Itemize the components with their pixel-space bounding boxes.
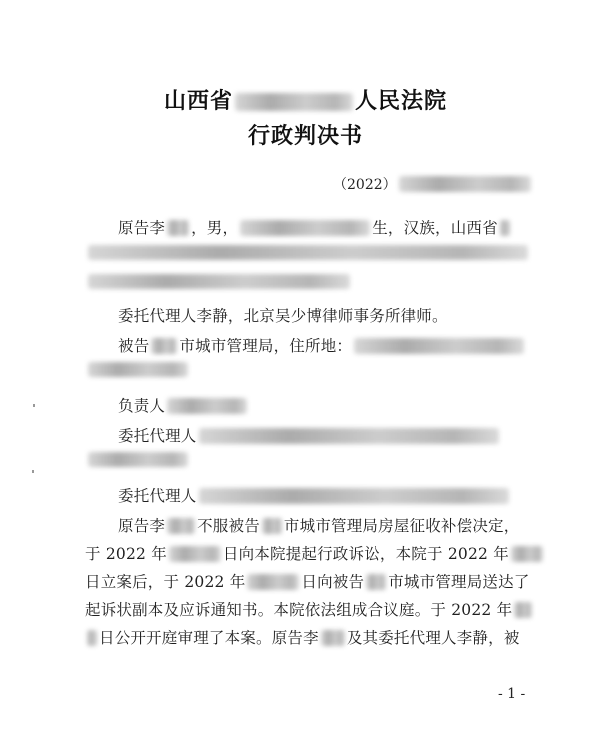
redacted-address-line <box>88 274 350 289</box>
redacted-date <box>87 630 97 646</box>
case-year: （2022） <box>333 177 397 193</box>
body-text: 起诉状副本及应诉通知书。本院依法组成合议庭。于 2022 年 <box>85 601 513 619</box>
redacted-name <box>321 630 345 646</box>
agent2-line <box>118 424 501 446</box>
body-text: 于 2022 年 <box>85 545 167 563</box>
body-text: 原告李 <box>118 517 166 535</box>
defendant-label: 被告 <box>118 337 150 355</box>
redacted-date <box>514 602 532 618</box>
redacted-city <box>366 574 386 590</box>
plaintiff-line <box>118 216 512 238</box>
redacted-city <box>151 338 177 354</box>
redacted-city <box>262 518 282 534</box>
redacted-case-number <box>399 176 531 192</box>
agent3-label: 委托代理人 <box>118 487 197 505</box>
scan-speck <box>33 404 35 407</box>
redacted-agent3 <box>199 488 509 504</box>
body-line-5 <box>85 626 520 648</box>
redacted-responsible <box>167 398 247 414</box>
scan-speck <box>32 470 34 473</box>
defendant-address-label: 市城市管理局，住所地： <box>179 337 353 355</box>
plaintiff-origin: 生，汉族，山西省 <box>372 219 498 237</box>
body-text: 市城市管理局送达了 <box>388 573 530 591</box>
body-text: 市城市管理局房屋征收补偿决定， <box>283 517 520 535</box>
redacted-address-line <box>88 245 528 260</box>
body-text: 日公开开庭审理了本案。原告李 <box>99 629 319 647</box>
responsible-line <box>118 394 249 416</box>
redacted-address <box>354 338 524 354</box>
body-text: 不服被告 <box>197 517 260 535</box>
redacted-date <box>169 546 221 562</box>
redacted-birthdate <box>240 220 370 236</box>
redacted-address-start <box>500 220 510 236</box>
redacted-date <box>247 574 299 590</box>
redacted-agent2 <box>199 428 499 444</box>
body-text: 日立案后，于 2022 年 <box>85 573 246 591</box>
case-number <box>333 174 533 194</box>
plaintiff-label: 原告李 <box>118 219 166 237</box>
body-line-4 <box>85 598 534 620</box>
agent-line: 委托代理人李静，北京吴少博律师事务所律师。 <box>118 307 448 325</box>
document-type: 行政判决书 <box>247 123 363 149</box>
defendant-line <box>118 334 526 356</box>
body-line-3 <box>85 570 530 592</box>
body-line-2 <box>85 542 545 564</box>
responsible-label: 负责人 <box>118 397 166 415</box>
redacted-date <box>511 546 543 562</box>
body-line-1 <box>118 514 519 536</box>
court-name-prefix: 山西省 <box>163 88 233 114</box>
agent3-line <box>118 484 511 506</box>
redacted-court-location <box>235 93 353 111</box>
page-number: - 1 - <box>498 686 526 702</box>
plaintiff-gender: ，男， <box>191 219 239 237</box>
body-text: 日向被告 <box>301 573 365 591</box>
court-name-suffix: 人民法院 <box>355 88 448 114</box>
redacted-name <box>167 220 189 236</box>
body-text: 及其委托代理人李静，被 <box>346 629 520 647</box>
redacted-address-line <box>88 362 188 377</box>
redacted-agent2-cont <box>88 452 188 467</box>
redacted-name <box>167 518 195 534</box>
court-title <box>0 84 611 115</box>
body-text: 日向本院提起行政诉讼，本院于 2022 年 <box>222 545 509 563</box>
agent2-label: 委托代理人 <box>118 427 197 445</box>
